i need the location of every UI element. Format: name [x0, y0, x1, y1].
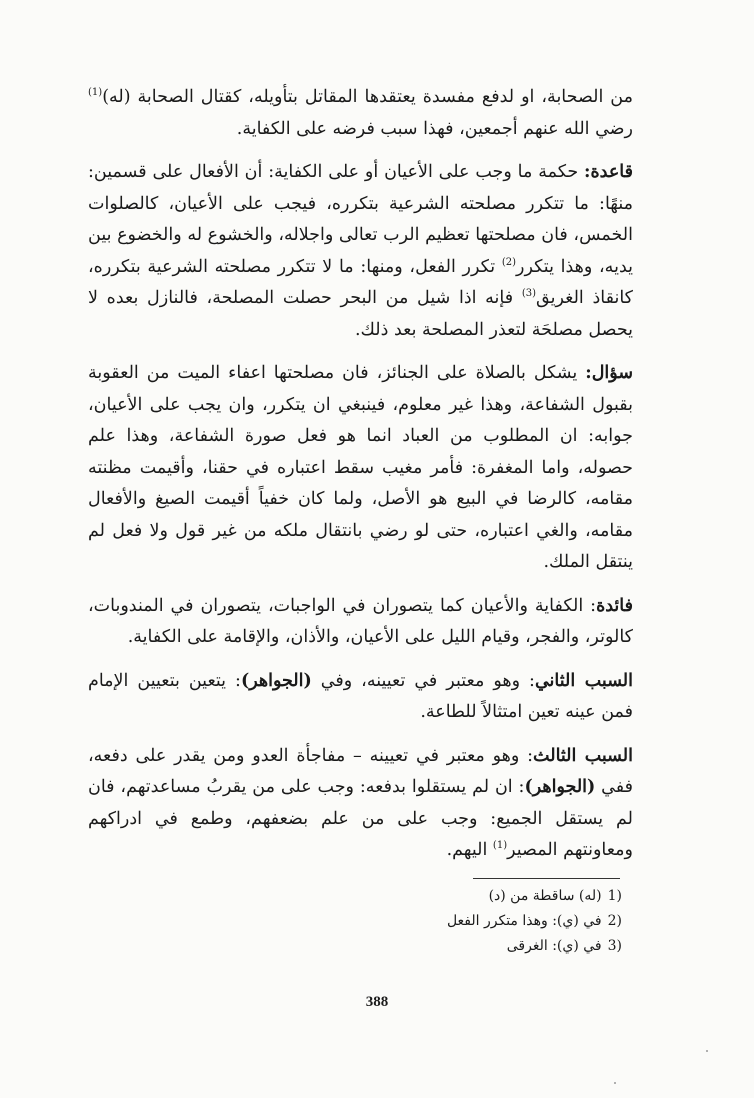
text-run: : ان لم يستقلوا بدفعه: وجب على من يقربُ: [206, 777, 525, 797]
footnote: [322, 909, 622, 934]
text-run: مساعدتهم، فان لم يستقل الجميع: وجب على من علم بضعفهم، وطمع في: [88, 777, 633, 829]
paragraph: [88, 741, 633, 867]
paper-speck: [614, 1082, 616, 1084]
main-text: [88, 82, 633, 867]
paragraph: [88, 666, 633, 729]
footnote: [322, 934, 622, 959]
paragraph: [88, 358, 633, 579]
text-run: يديه، وهذا يتكرر: [516, 256, 633, 277]
footnote: [322, 884, 622, 909]
footnote-marker: (1): [492, 840, 508, 852]
text-run: : وهو معتبر في تعيينه – مفاجأة العدو ومن يقدر على: [135, 745, 534, 766]
page-number: 388: [365, 994, 389, 1010]
text-run: دفعه، ففي: [88, 745, 633, 797]
text-run: : يتعين بتعيين الإمام: [88, 670, 241, 691]
text-run: جوابه: ان المطلوب من العباد انما هو فعل صورة الشفاعة، وهذا علم حصوله،: [88, 426, 633, 478]
text-run: : وهو معتبر في تعيينه، وفي: [311, 670, 535, 691]
text-run: : الكفاية والأعيان كما يتصوران في الواجبات، يتصوران في المندوبات،: [88, 595, 597, 616]
text-run: كانقاذ الغريق: [536, 288, 633, 308]
text-run: البيع هو الأصل، ولما كان خفياً أقيمت الصيغ والأفعال مقامه، والغي اعتباره،: [88, 489, 633, 541]
footnote-marker: (2): [501, 256, 517, 268]
bold-reference: (الجواهر): [524, 777, 596, 797]
footnote-number: 2): [607, 913, 622, 929]
bold-reference: (الجواهر): [240, 670, 312, 691]
footnote-marker: (1): [88, 87, 103, 99]
paragraph: [88, 82, 633, 145]
paragraph-heading: السبب الثالث: [533, 745, 633, 766]
footnote-marker: (3): [521, 288, 537, 300]
text-run: بقبول الشفاعة، وهذا غير معلوم، فينبغي ان يتكرر، وان يجب على الأعيان،: [88, 394, 633, 415]
footnote-divider: [473, 878, 620, 879]
footnote-number: 1): [607, 888, 622, 904]
text-run: حتى لو رضي بانتقال ملكه من غير قول ولا فعل لم ينتقل الملك.: [88, 520, 633, 572]
text-run: يشكل بالصلاة على الجنائز، فان مصلحتها اعفاء الميت من العقوبة: [88, 363, 586, 383]
text-run: فإنه اذا شيل من البحر حصلت المصلحة، فالنازل بعده لا يحصل: [88, 288, 633, 340]
paragraph-heading: قاعدة:: [584, 162, 633, 182]
text-run: تكرر الفعل، ومنها: ما لا تتكرر مصلحته الشرعية بتكرره،: [88, 256, 502, 277]
footnote-text: في (ي): الغرقى: [506, 938, 602, 954]
text-run: فمن عينه تعين امتثالاً للطاعة.: [420, 702, 633, 722]
footnote-number: 3): [607, 938, 622, 954]
footnote-text: في (ي): وهذا متكرر الفعل: [446, 913, 602, 929]
paragraph-heading: فائدة: [596, 595, 633, 616]
paper-speck: [706, 1050, 708, 1052]
paragraph-heading: سؤال:: [585, 363, 633, 383]
text-run: كالوتر، والفجر، وقيام الليل على الأعيان، والأذان، والإقامة على الكفاية.: [127, 627, 633, 647]
footnote-text: (له) ساقطة من (د): [488, 888, 602, 904]
paragraph: [88, 591, 633, 654]
footnotes: [322, 884, 622, 959]
text-run: حكمة ما وجب على الأعيان أو على الكفاية: أن الأفعال على: [152, 162, 585, 182]
paragraph-heading: السبب الثاني: [534, 670, 633, 691]
paragraph: [88, 157, 633, 346]
text-run: الخمس، فان مصلحتها تعظيم الرب تعالى واجلاله، والخشوع له والخضوع بين: [88, 225, 633, 245]
text-run: واما المغفرة: فأمر مغيب سقط اعتباره في حقنا، وأقيمت مظنته مقامه، كالرضا في: [88, 457, 633, 509]
text-run: قسمين: منهًا: ما تتكرر مصلحته الشرعية بتكرره، فيجب على الأعيان، كالصلوات: [88, 162, 633, 214]
text-run: مصلحَة لتعذر المصلحة بعد ذلك.: [354, 319, 583, 340]
text-run: ادراكهم ومعاونتهم المصير: [88, 808, 633, 860]
text-run: رضي الله عنهم أجمعين، فهذا سبب فرضه على الكفاية.: [236, 118, 633, 139]
text-run: من الصحابة، او لدفع مفسدة يعتقدها المقاتل بتأويله، كقتال الصحابة (له): [102, 87, 633, 107]
text-run: اليهم.: [446, 840, 493, 860]
